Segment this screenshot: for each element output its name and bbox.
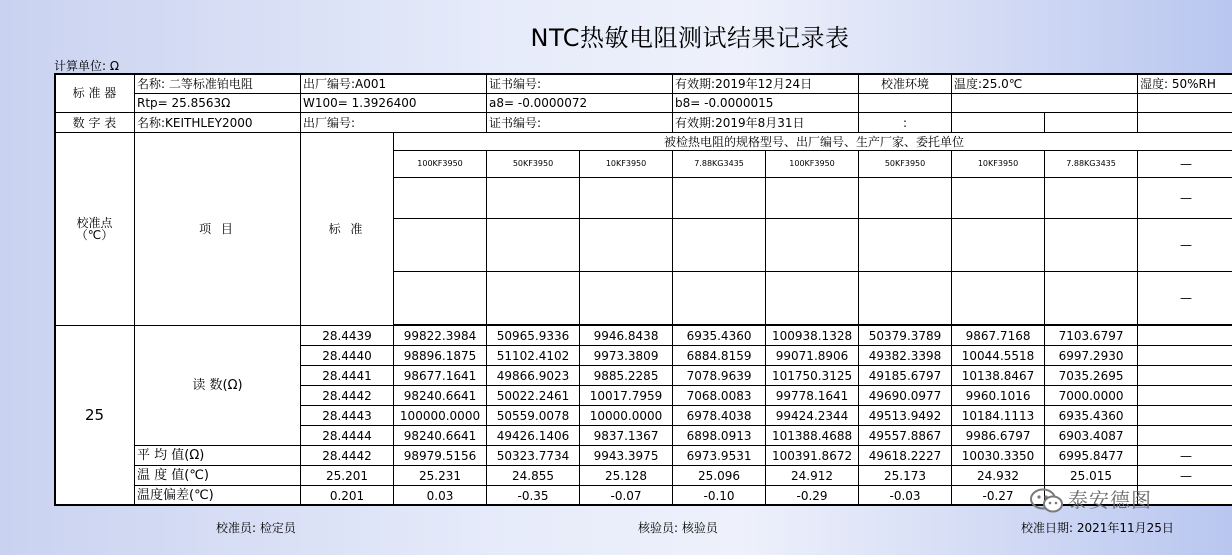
point-header [55, 133, 135, 326]
model-4: 7.88KG3435 [673, 151, 766, 178]
deviation-label: 温度偏差(℃) [135, 486, 301, 506]
standard-rtp: Rtp= 25.8563Ω [135, 94, 301, 113]
meter-row [55, 113, 1232, 133]
env-label: 校准环境 [859, 74, 952, 94]
point-header-unit: （℃） [75, 228, 114, 242]
dash-2: — [1138, 178, 1232, 219]
env-temp: 温度:25.0℃ [952, 74, 1138, 94]
average-row: 平 均 值(Ω) 28.4442 98979.5156 50323.7734 9943.3975 6973.9531 100391.8672 49618.2227 10030.3350 6995.8477 — [55, 446, 1232, 466]
standard-serial: 出厂编号:A001 [301, 74, 487, 94]
meter-valid: 有效期:2019年8月31日 [673, 113, 859, 133]
reading-row: 28.4440 98896.1875 51102.4102 9973.3809 6884.8159 99071.8906 49382.3398 10044.5518 6997.2930 [55, 346, 1232, 366]
env-humidity: 湿度: 50%RH [1138, 74, 1232, 94]
model-6: 50KF3950 [859, 151, 952, 178]
std-header: 标 准 [301, 133, 394, 326]
footer-verifier: 核验员: 核验员 [638, 521, 718, 535]
reading-row: 28.4442 98240.6641 50022.2461 10017.7959 7068.0083 99778.1641 49690.0977 9960.1016 7000.0000 [55, 386, 1232, 406]
standard-name: 名称: 二等标准铂电阻 [135, 74, 301, 94]
standard-b8: b8= -0.0000015 [673, 94, 859, 113]
standard-label: 标 准 器 [55, 74, 135, 113]
model-2: 50KF3950 [487, 151, 580, 178]
model-8: 7.88KG3435 [1045, 151, 1138, 178]
tested-header-row [55, 133, 1232, 151]
deviation-row: 温度偏差(℃) 0.201 0.03 -0.35 -0.07 -0.10 -0.29 -0.03 -0.27 [55, 486, 1232, 506]
calibration-point: 25 [55, 326, 135, 506]
meter-serial: 出厂编号: [301, 113, 487, 133]
model-7: 10KF3950 [952, 151, 1045, 178]
temperature-row: 温 度 值(℃) 25.201 25.231 24.855 25.128 25.096 24.912 25.173 24.932 25.015 — [55, 466, 1232, 486]
model-3: 10KF3950 [580, 151, 673, 178]
footer-date: 校准日期: 2021年11月25日 [1021, 521, 1174, 535]
standard-valid: 有效期:2019年12月24日 [673, 74, 859, 94]
standard-row-2 [55, 94, 1232, 113]
dash-3: — [1138, 219, 1232, 272]
wechat-logo-icon [1030, 488, 1064, 518]
reading-row: 28.4441 98677.1641 49866.9023 9885.2285 7078.9639 101750.3125 49185.6797 10138.8467 7035.2695 [55, 366, 1232, 386]
point-header-label: 校准点 [76, 216, 113, 230]
reading-row: 28.4443 100000.0000 50559.0078 10000.0000 6978.4038 99424.2344 49513.9492 10184.1113 6935.4360 [55, 406, 1232, 426]
reading-row: 25 读 数(Ω) 28.4439 99822.3984 50965.9336 9946.8438 6935.4360 100938.1328 50379.3789 9867.7168 7103.6797 [55, 326, 1232, 346]
standard-cert: 证书编号: [487, 74, 673, 94]
item-header: 项 目 [135, 133, 301, 326]
standard-row-1 [55, 74, 1232, 94]
average-label: 平 均 值(Ω) [135, 446, 301, 466]
model-1: 100KF3950 [394, 151, 487, 178]
standard-w100: W100= 1.3926400 [301, 94, 487, 113]
dash-6: — [1138, 466, 1232, 486]
dash-4: — [1138, 272, 1232, 325]
record-table [54, 73, 1232, 506]
page-title: NTC热敏电阻测试结果记录表 [530, 24, 850, 52]
meter-name: 名称:KEITHLEY2000 [135, 113, 301, 133]
model-5: 100KF3950 [766, 151, 859, 178]
meter-cert: 证书编号: [487, 113, 673, 133]
temperature-label: 温 度 值(℃) [135, 466, 301, 486]
footer-calibrator: 校准员: 检定员 [216, 521, 296, 535]
watermark-text: 泰安德图 [1068, 488, 1152, 512]
standard-a8: a8= -0.0000072 [487, 94, 673, 113]
reading-row: 28.4444 98240.6641 49426.1406 9837.1367 6898.0913 101388.4688 49557.8867 9986.6797 6903.4087 [55, 426, 1232, 446]
record-sheet [54, 73, 1232, 506]
unit-label: 计算单位: Ω [54, 59, 120, 73]
dash-5: — [1138, 446, 1232, 466]
readings-label: 读 数(Ω) [135, 326, 301, 446]
tested-header: 被检热电阻的规格型号、出厂编号、生产厂家、委托单位 [394, 133, 1232, 151]
dash-1: — [1138, 151, 1232, 178]
meter-label: 数 字 表 [55, 113, 135, 133]
env-colon: : [859, 113, 952, 133]
